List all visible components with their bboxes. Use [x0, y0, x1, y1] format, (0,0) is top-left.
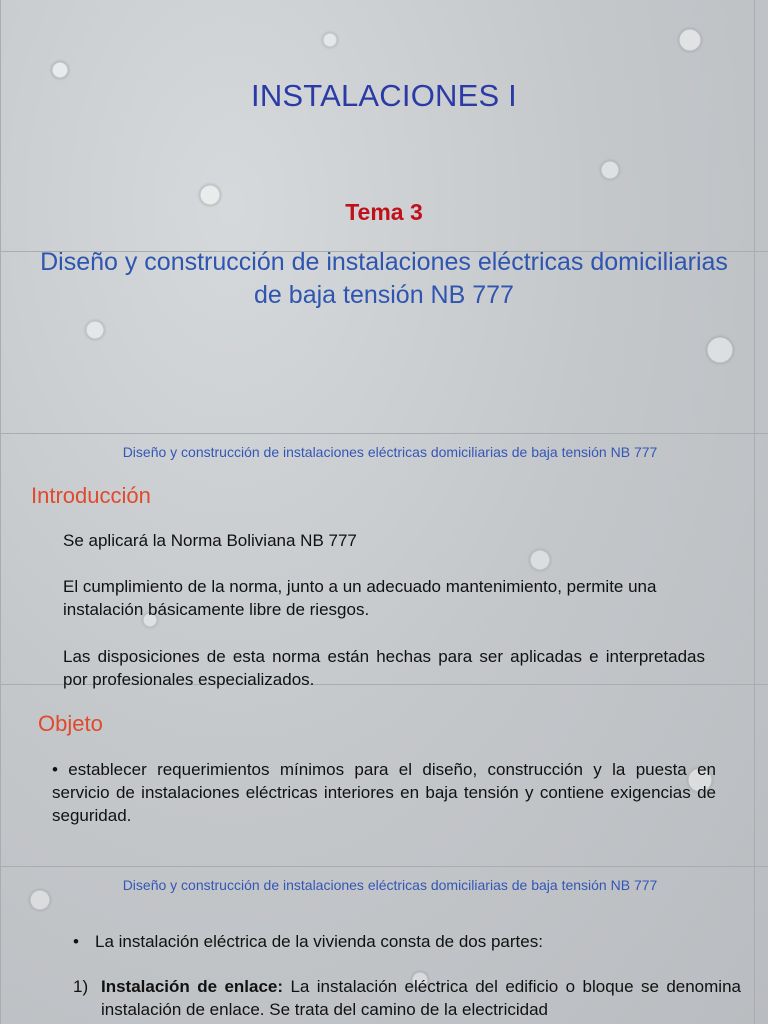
- item-label: Instalación de enlace:: [101, 977, 284, 996]
- item-text: La instalación eléctrica del edificio o bloque se denomina instalación de enlace. Se trata del camino de la electricidad: [101, 977, 741, 1019]
- objeto-paragraph: [52, 758, 716, 827]
- intro-paragraph-2: El cumplimiento de la norma, junto a un adecuado mantenimiento, permite una instalación básicamente libre de riesgos.: [63, 577, 657, 619]
- topic-number: Tema 3: [345, 199, 423, 225]
- bullet-marker: •: [73, 932, 79, 951]
- intro-paragraph-3: Las disposiciones de esta norma están hechas para ser aplicadas e interpretadas por profesionales especializados.: [63, 647, 705, 689]
- numbered-item: [73, 975, 741, 1021]
- slide-header: Diseño y construcción de instalaciones eléctricas domiciliarias de baja tensión NB 777: [122, 444, 658, 460]
- slide-divider: [0, 433, 768, 434]
- slide-subtitle: Diseño y construcción de instalaciones eléctricas domiciliarias de baja tensión NB 777: [40, 248, 728, 309]
- slide-header: Diseño y construcción de instalaciones eléctricas domiciliarias de baja tensión NB 777: [122, 877, 658, 893]
- list-item-text: La instalación eléctrica de la vivienda consta de dos partes:: [95, 932, 543, 951]
- objeto-text: establecer requerimientos mínimos para el diseño, construcción y la puesta en servicio de instalaciones eléctricas interiores en baja tensión y contiene exigencias de seguridad.: [52, 760, 716, 825]
- grid-line: [754, 0, 755, 1024]
- slide-divider: [0, 866, 768, 867]
- section-title-introduccion: Introducción: [31, 483, 151, 508]
- slide-title: INSTALACIONES I: [251, 78, 517, 113]
- grid-line: [0, 0, 1, 1024]
- section-title-objeto: Objeto: [38, 711, 103, 736]
- item-number: 1): [73, 977, 89, 996]
- list-item: [73, 930, 713, 953]
- intro-paragraph-1: Se aplicará la Norma Boliviana NB 777: [63, 531, 357, 550]
- bullet-marker: •: [52, 760, 58, 779]
- numbered-item-body: [101, 975, 741, 1021]
